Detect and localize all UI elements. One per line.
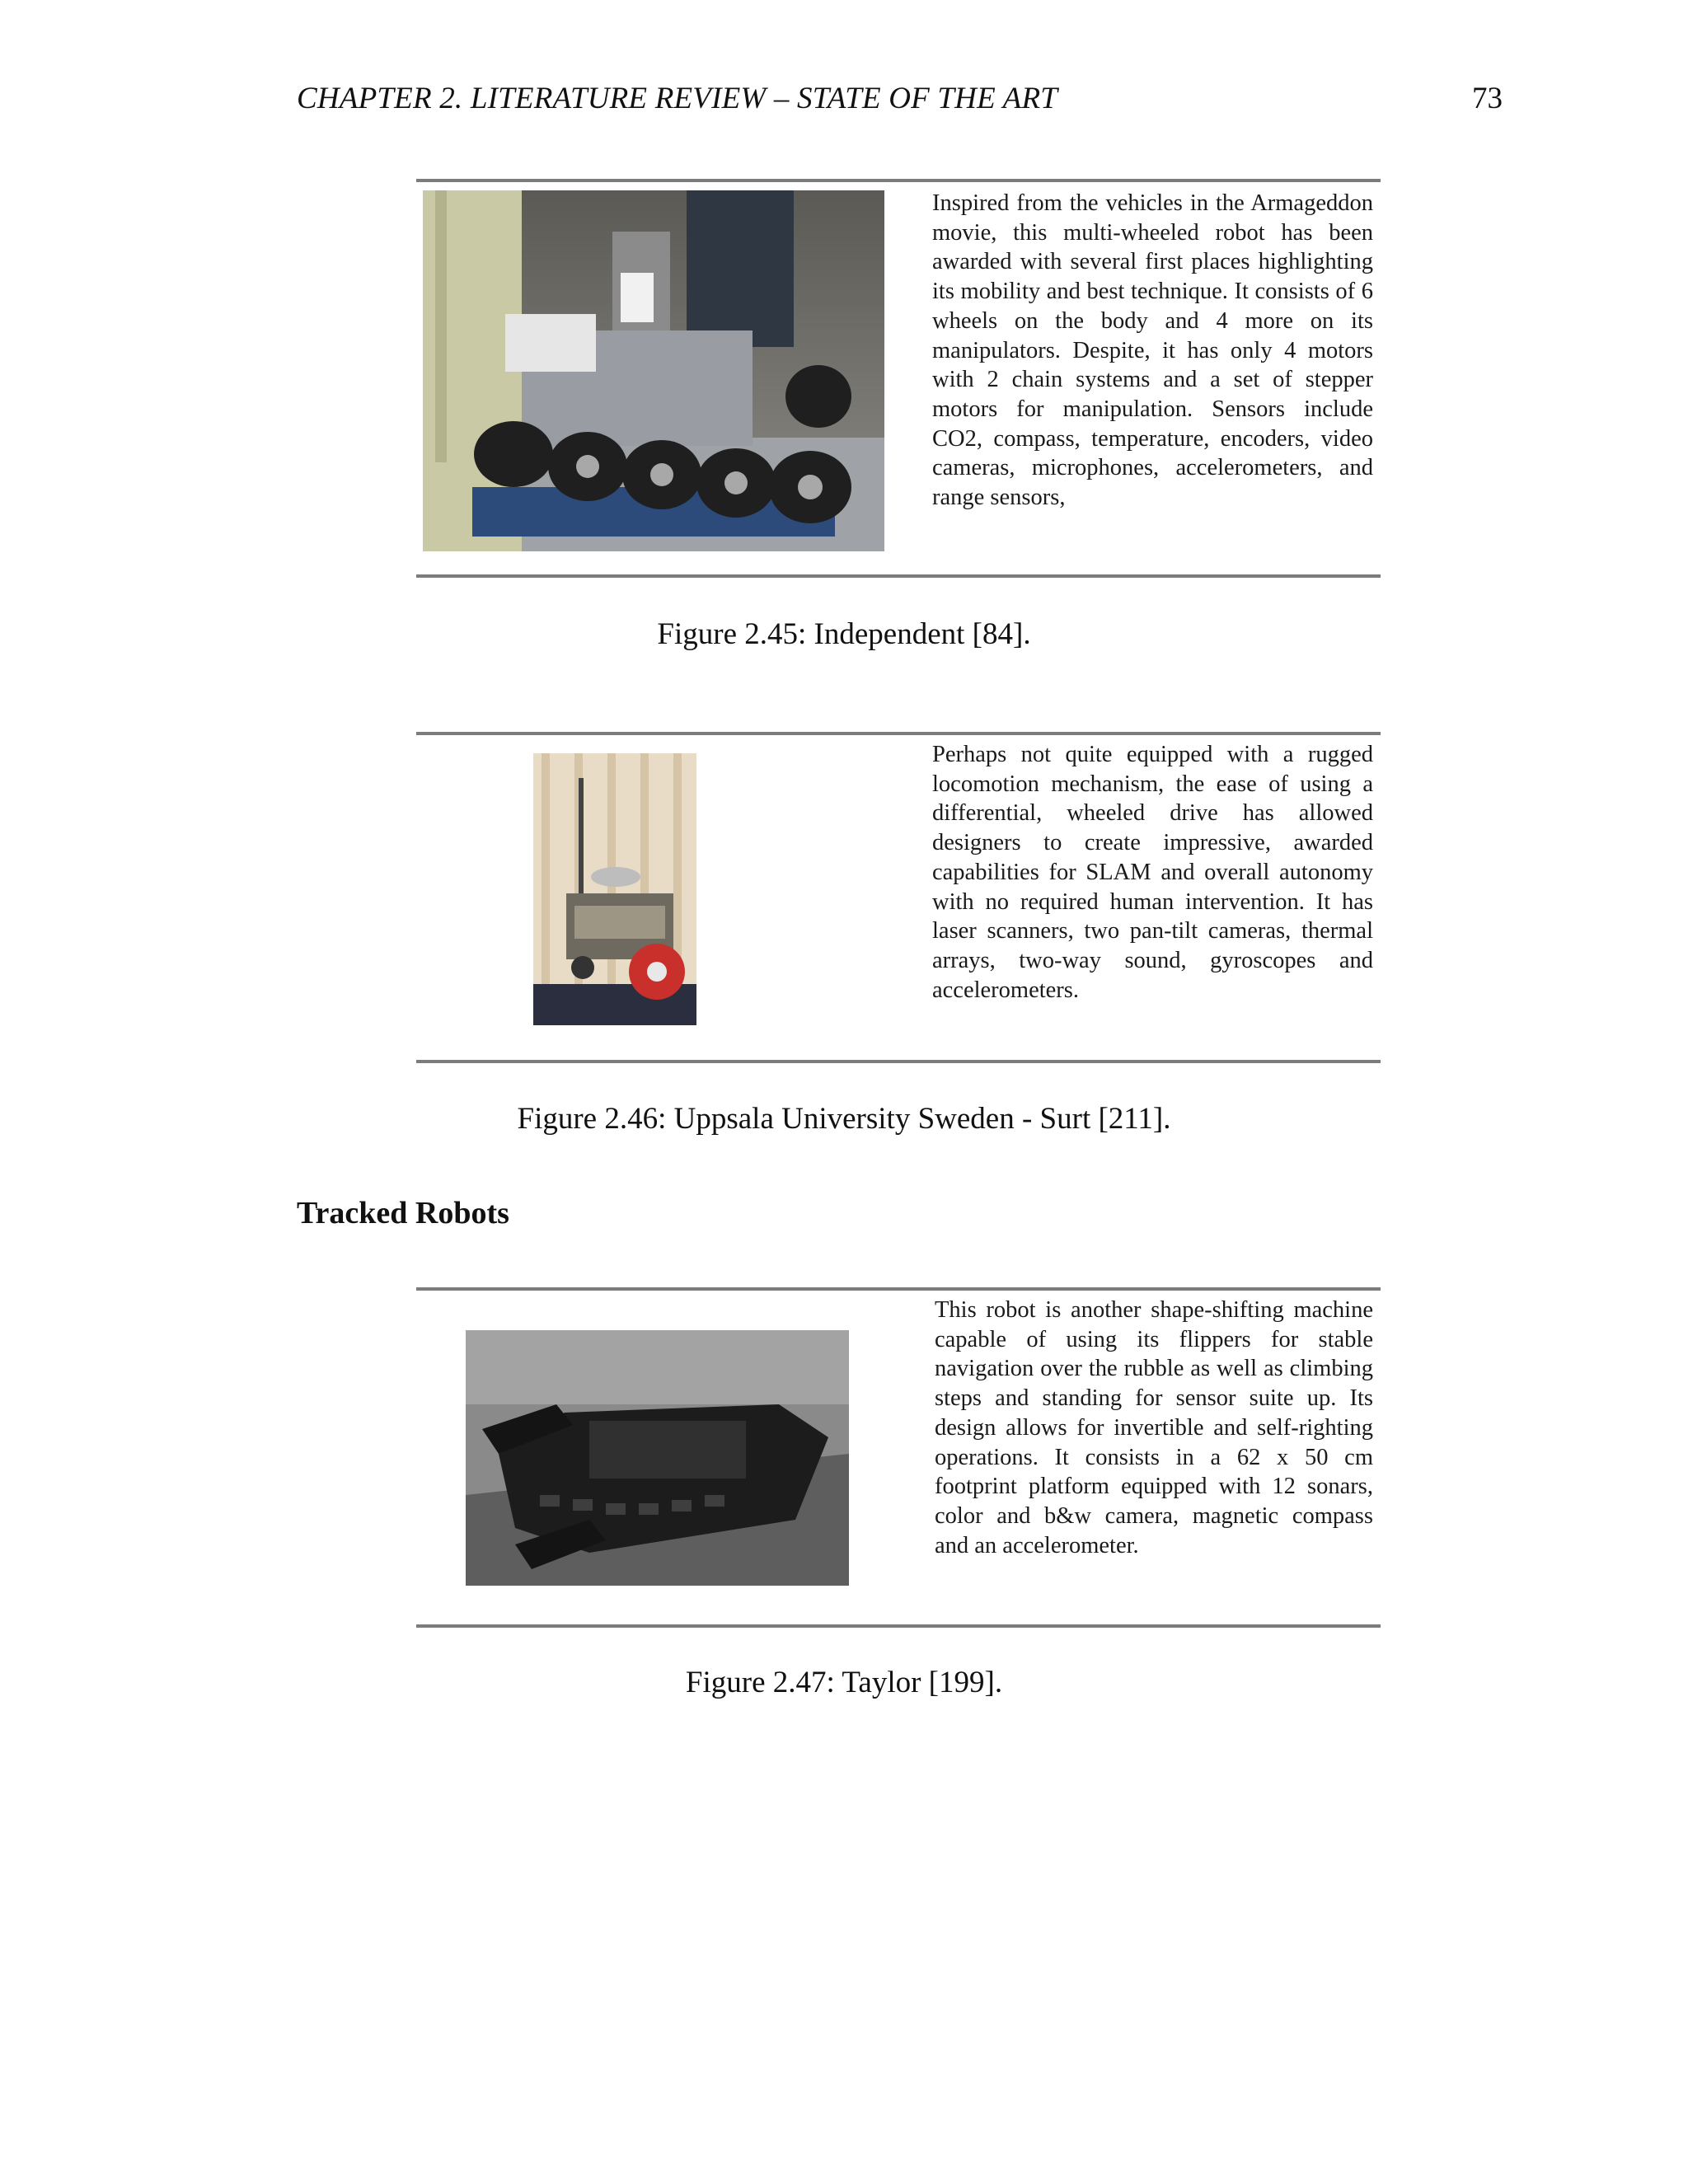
- figure-2-47-description: This robot is another shape-shifting machine capable of using its flippers for stable navigation over the rubble as well as climbing steps and standing for sensor suite up. Its design allows for invertible and self-righting operations. It consists in a 62 x 50 cm footprint platform equipped with 12 sonars, color and b&w camera, magnetic compass and an accelerometer.: [935, 1297, 1373, 1558]
- section-heading-tracked-robots: Tracked Robots: [297, 1196, 509, 1230]
- running-head: CHAPTER 2. LITERATURE REVIEW – STATE OF THE ART: [297, 82, 1058, 115]
- multi-wheeled-robot-photo-icon: [423, 190, 884, 551]
- page-number: 73: [1472, 82, 1503, 115]
- figure-2-47: [416, 1287, 1381, 1628]
- figure-2-46: [416, 732, 1381, 1063]
- figure-2-47-caption: Figure 2.47: Taylor [199].: [685, 1666, 1003, 1699]
- figure-2-46-description: Perhaps not quite equipped with a rugged locomotion mechanism, the ease of using a differential, wheeled drive has allowed designers to create impressive, awarded capabilities for SLAM and overall autonomy with no required human intervention. It has laser scanners, two pan-tilt cameras, thermal arrays, two-way sound, gyroscopes and accelerometers.: [932, 742, 1373, 1003]
- figure-2-46-caption: Figure 2.46: Uppsala University Sweden - Surt [211].: [517, 1102, 1171, 1136]
- tracked-robot-photo-icon: [466, 1330, 849, 1586]
- differential-drive-robot-photo-icon: [533, 753, 696, 1025]
- figure-2-45-caption: Figure 2.45: Independent [84].: [657, 617, 1031, 651]
- figure-2-45-description: Inspired from the vehicles in the Armageddon movie, this multi-wheeled robot has been awarded with several first places highlighting its mobility and best technique. It consists of 6 wheels on the body and 4 more on its manipulators. Despite, it has only 4 motors with 2 chain systems and a set of stepper motors for manipulation. Sensors include CO2, compass, temperature, encoders, video cameras, microphones, accelerometers, and range sensors,: [932, 190, 1373, 511]
- figure-2-45: [416, 179, 1381, 578]
